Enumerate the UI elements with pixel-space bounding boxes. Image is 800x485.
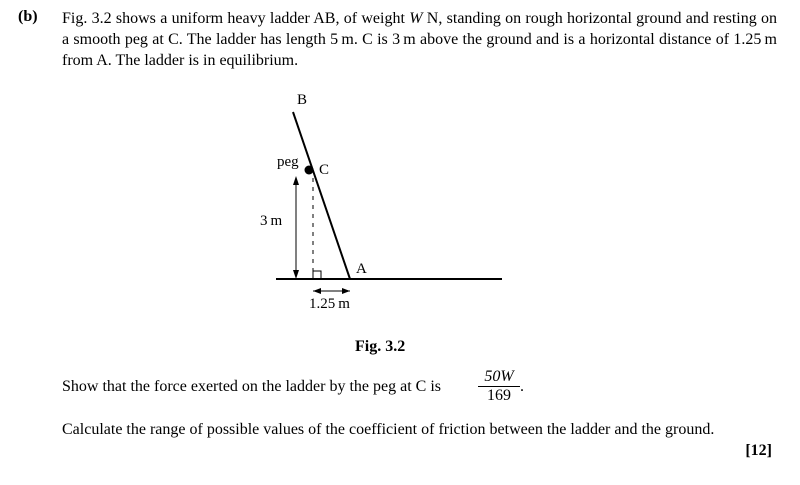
show-that-text: Show that the force exerted on the ladder by the peg at C is	[62, 378, 441, 395]
calculate-text: Calculate the range of possible values of the coefficient of friction between the ladder and the ground.	[62, 421, 715, 438]
fraction-numerator: 50W	[478, 368, 520, 387]
distance-arrow-head-left	[313, 288, 321, 294]
fraction-denominator: 169	[487, 387, 511, 404]
label-distance: 1.25 m	[309, 296, 350, 312]
weight-symbol: W	[409, 10, 423, 27]
label-peg: peg	[277, 154, 299, 170]
intro-text-1: Fig. 3.2 shows a uniform heavy ladder AB, of weight	[62, 10, 410, 27]
ladder-line	[293, 112, 350, 279]
force-fraction	[478, 368, 520, 405]
height-arrow-head-top	[293, 176, 299, 185]
label-a: A	[356, 261, 367, 277]
marks-badge: [12]	[745, 442, 772, 459]
part-label: (b)	[18, 8, 38, 25]
right-angle-marker	[313, 271, 321, 279]
label-c: C	[319, 162, 330, 178]
figure-caption: Fig. 3.2	[355, 338, 406, 355]
intro-text-2: N, standing on rough horizontal ground and resting on a smooth peg at C. The ladder has length 5 m. C is 3 m above the ground and is a horizontal distance of 1.25 m from A. The ladder is in equilibrium.	[62, 10, 777, 69]
height-arrow-head-bottom	[293, 270, 299, 279]
distance-arrow-head-right	[342, 288, 350, 294]
label-height: 3 m	[260, 213, 283, 229]
peg-dot	[305, 166, 314, 175]
show-that-end: .	[520, 378, 524, 395]
label-b: B	[297, 92, 308, 108]
